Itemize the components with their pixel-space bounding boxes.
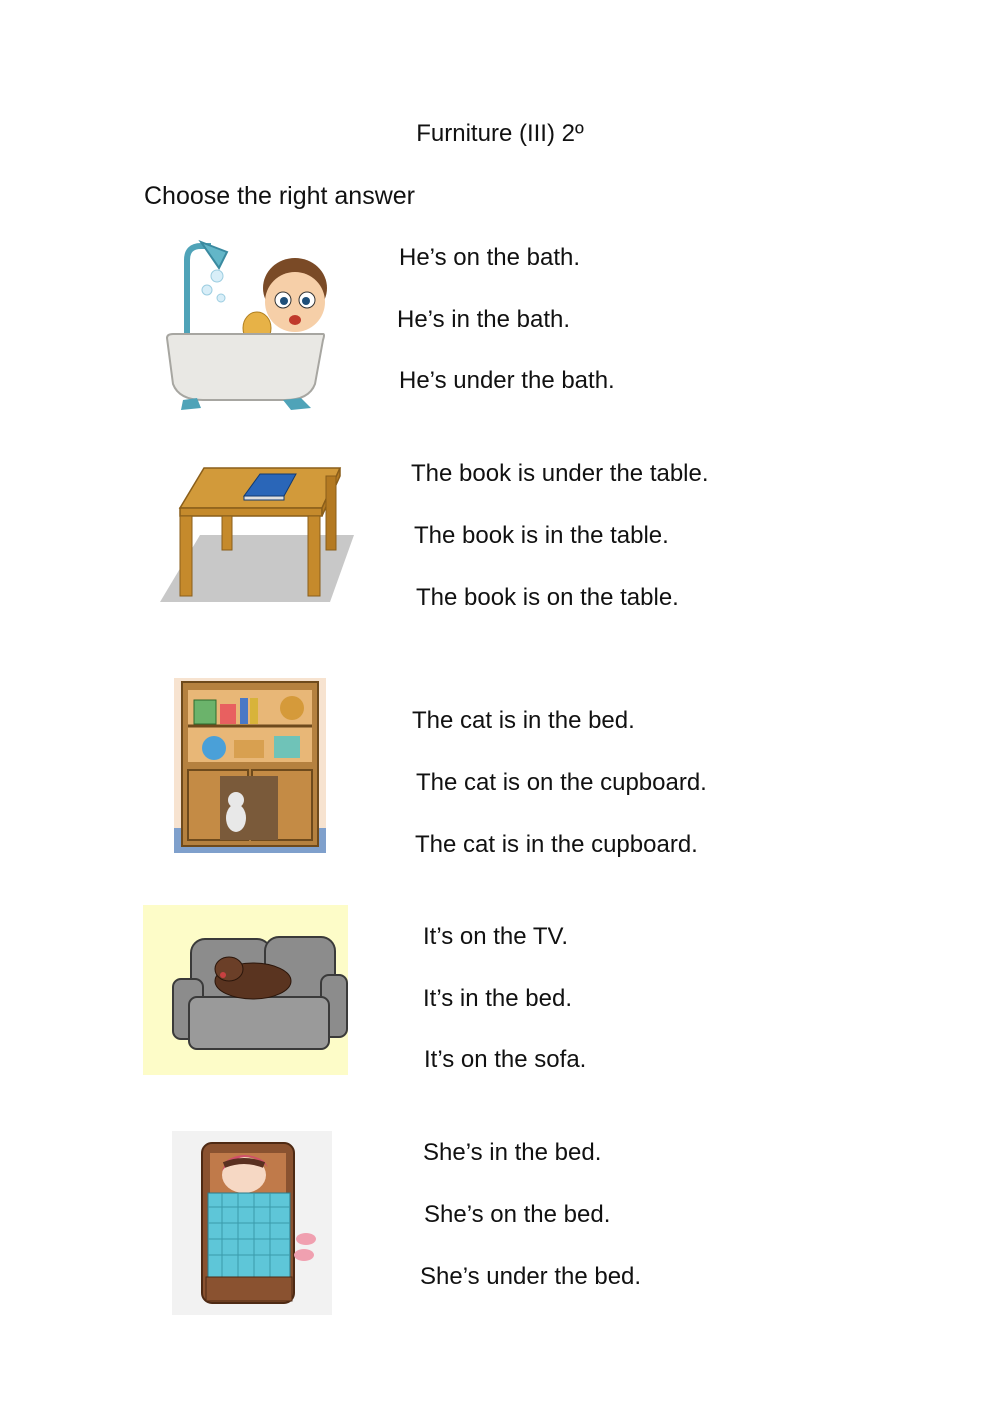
q4-option-3[interactable]: It’s on the sofa. — [424, 1046, 587, 1073]
q4-option-1[interactable]: It’s on the TV. — [423, 923, 568, 950]
q1-option-3[interactable]: He’s under the bath. — [399, 367, 615, 394]
q4-option-2[interactable]: It’s in the bed. — [423, 985, 572, 1012]
dog-on-sofa-illustration — [143, 905, 348, 1075]
girl-in-bed-illustration — [172, 1131, 332, 1315]
q1-option-1[interactable]: He’s on the bath. — [399, 244, 581, 271]
q2-option-3[interactable]: The book is on the table. — [416, 584, 679, 611]
worksheet-title: Furniture (III) 2º — [416, 120, 584, 147]
q2-option-1[interactable]: The book is under the table. — [411, 460, 709, 487]
q1-option-2[interactable]: He’s in the bath. — [397, 306, 571, 333]
q5-option-1[interactable]: She’s in the bed. — [423, 1139, 602, 1166]
cat-in-cupboard-illustration — [174, 678, 326, 853]
q3-option-1[interactable]: The cat is in the bed. — [412, 707, 635, 734]
book-on-table-illustration — [160, 460, 356, 605]
q3-option-3[interactable]: The cat is in the cupboard. — [415, 831, 698, 858]
q5-option-2[interactable]: She’s on the bed. — [424, 1201, 611, 1228]
boy-in-bath-illustration — [155, 238, 330, 413]
q3-option-2[interactable]: The cat is on the cupboard. — [416, 769, 707, 796]
instruction-text: Choose the right answer — [144, 182, 415, 210]
q5-option-3[interactable]: She’s under the bed. — [420, 1263, 642, 1290]
q2-option-2[interactable]: The book is in the table. — [414, 522, 669, 549]
